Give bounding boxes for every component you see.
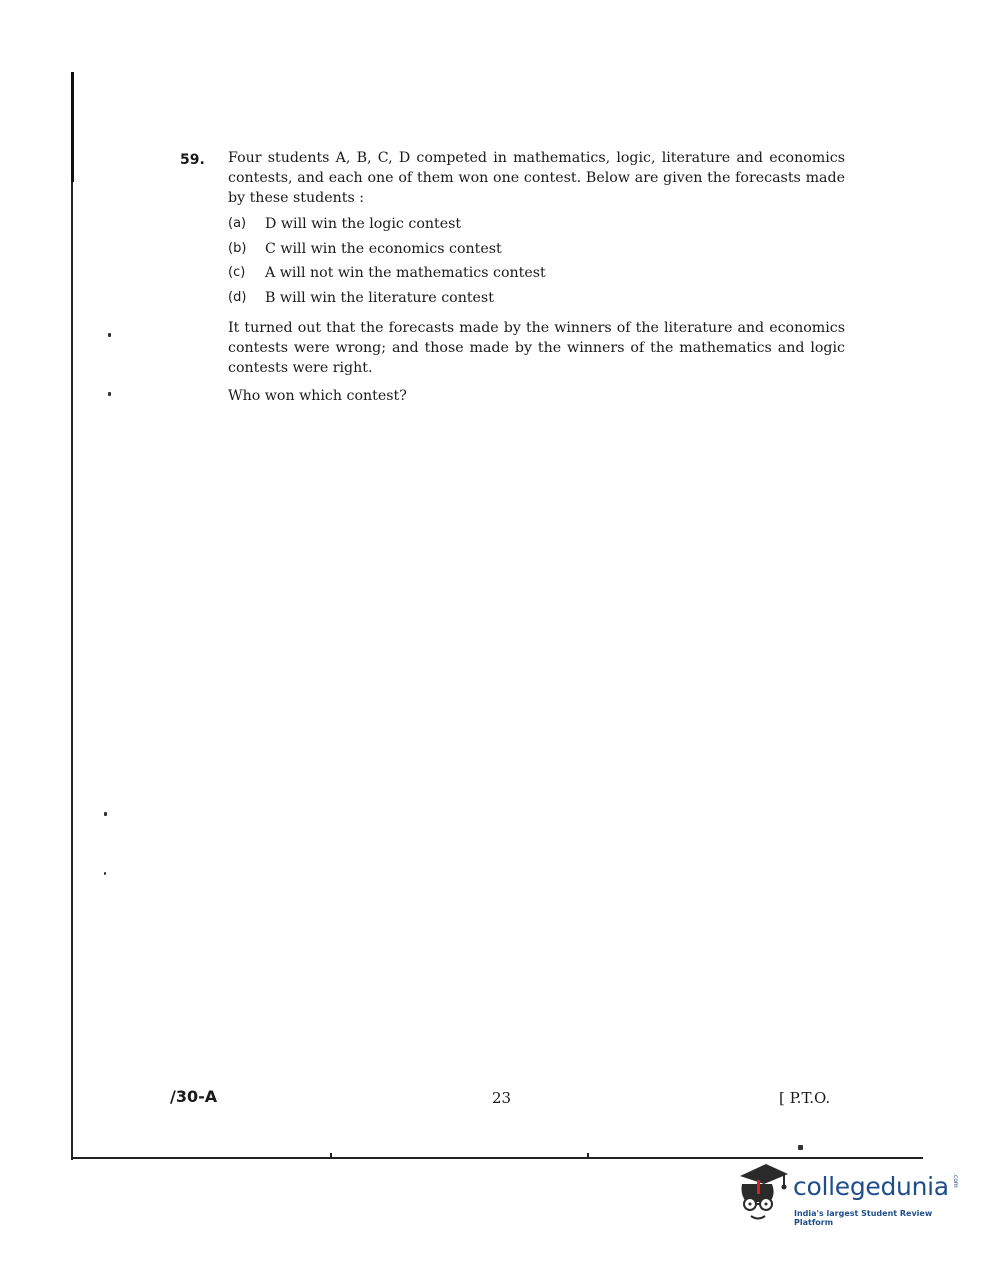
forecast-item	[228, 261, 845, 286]
question-ask: Who won which contest?	[228, 388, 407, 404]
scan-speck	[108, 333, 111, 337]
forecast-text: D will win the logic contest	[265, 216, 462, 232]
forecast-item	[228, 212, 845, 237]
page-number: 23	[492, 1089, 512, 1107]
forecast-label: (d)	[228, 289, 247, 305]
scan-speck	[798, 1145, 803, 1150]
question-59	[180, 148, 845, 406]
forecast-list	[228, 212, 845, 310]
watermark-brand-name: collegedunia	[793, 1172, 949, 1201]
forecast-label: (a)	[228, 216, 247, 231]
paper-code: /30-A	[170, 1087, 218, 1106]
forecast-text: B will win the literature contest	[265, 289, 494, 306]
forecast-item	[228, 237, 845, 262]
question-number: 59.	[180, 152, 205, 168]
scan-speck	[104, 812, 107, 816]
question-condition: It turned out that the forecasts made by the winners of the literature and economics contests were wrong; and those made by the winners of the mathematics and logic contests were right.	[228, 320, 845, 376]
left-margin-line-heavy	[71, 72, 74, 182]
bottom-margin-line	[71, 1157, 923, 1159]
question-intro	[228, 148, 845, 208]
forecast-label: (c)	[228, 265, 246, 280]
forecast-text: A will not win the mathematics contest	[265, 265, 546, 281]
bottom-tick	[330, 1153, 332, 1158]
forecast-item	[228, 286, 845, 311]
please-turn-over: [ P.T.O.	[779, 1089, 831, 1107]
collegedunia-watermark	[736, 1162, 961, 1227]
left-margin-line	[71, 72, 73, 1160]
forecast-label: (b)	[228, 240, 247, 256]
question-intro-text: Four students A, B, C, D competed in mathematics, logic, literature and economics contests, and each one of them won one contest. Below are given the forecasts made by these students :	[228, 150, 845, 206]
watermark-tagline: India's largest Student Review Platform	[794, 1209, 933, 1227]
student-mascot-icon	[736, 1162, 792, 1224]
scan-speck	[108, 392, 111, 396]
scan-speck	[104, 872, 106, 875]
watermark-domain-suffix: .com	[952, 1173, 959, 1188]
bottom-tick	[587, 1153, 589, 1158]
forecast-text: C will win the economics contest	[265, 240, 502, 257]
